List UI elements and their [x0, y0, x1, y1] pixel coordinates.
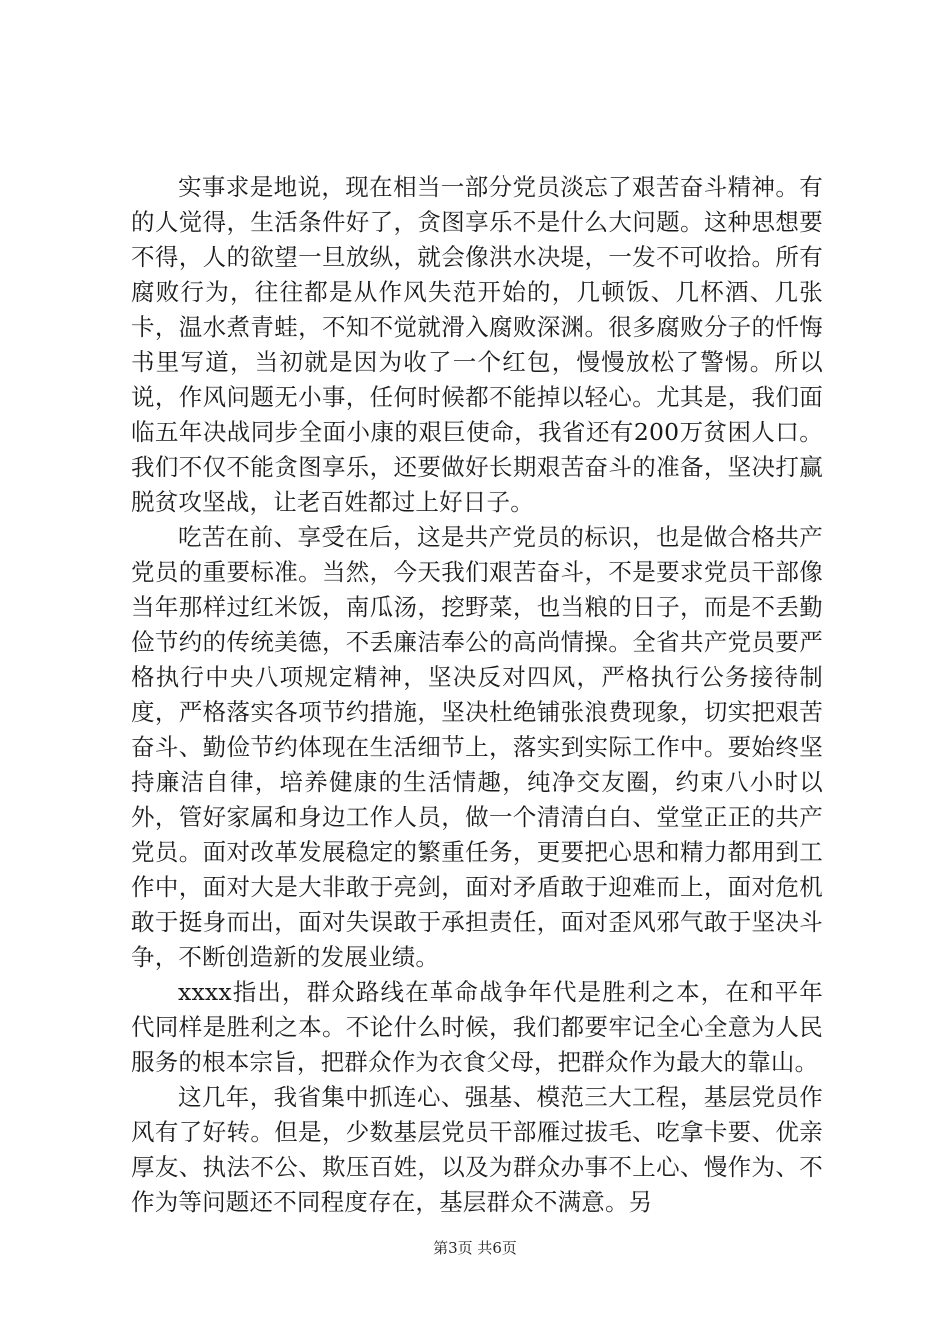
paragraph-4: 这几年，我省集中抓连心、强基、模范三大工程，基层党员作风有了好转。但是，少数基层党员干部雁过拔毛、吃拿卡要、优亲厚友、执法不公、欺压百姓，以及为群众办事不上心、慢作为、不作为等问题还不同程度存在，基层群众不满意。另 — [131, 1083, 823, 1216]
document-body — [131, 170, 823, 1220]
paragraph-1: 实事求是地说，现在相当一部分党员淡忘了艰苦奋斗精神。有的人觉得，生活条件好了，贪图享乐不是什么大问题。这种思想要不得，人的欲望一旦放纵，就会像洪水决堤，一发不可收拾。所有腐败行为，往往都是从作风失范开始的，几顿饭、几杯酒、几张卡，温水煮青蛙，不知不觉就滑入腐败深渊。很多腐败分子的忏悔书里写道，当初就是因为收了一个红包，慢慢放松了警惕。所以说，作风问题无小事，任何时候都不能掉以轻心。尤其是，我们面临五年决战同步全面小康的艰巨使命，我省还有200万贫困人口。我们不仅不能贪图享乐，还要做好长期艰苦奋斗的准备，坚决打赢脱贫攻坚战，让老百姓都过上好日子。 — [131, 173, 823, 516]
paragraph-2: 吃苦在前、享受在后，这是共产党员的标识，也是做合格共产党员的重要标准。当然，今天我们艰苦奋斗，不是要求党员干部像当年那样过红米饭，南瓜汤，挖野菜，也当粮的日子，而是不丢勤俭节约的传统美德，不丢廉洁奉公的高尚情操。全省共产党员要严格执行中央八项规定精神，坚决反对四风，严格执行公务接待制度，严格落实各项节约措施，坚决杜绝铺张浪费现象，切实把艰苦奋斗、勤俭节约体现在生活细节上，落实到实际工作中。要始终坚持廉洁自律，培养健康的生活情趣，纯净交友圈，约束八小时以外，管好家属和身边工作人员，做一个清清白白、堂堂正正的共产党员。面对改革发展稳定的繁重任务，更要把心思和精力都用到工作中，面对大是大非敢于亮剑，面对矛盾敢于迎难而上，面对危机敢于挺身而出，面对失误敢于承担责任，面对歪风邪气敢于坚决斗争，不断创造新的发展业绩。 — [131, 523, 823, 971]
page-footer: 第3页 共6页 — [433, 1239, 517, 1257]
paragraph-3: xxxx指出，群众路线在革命战争年代是胜利之本，在和平年代同样是胜利之本。不论什么时候，我们都要牢记全心全意为人民服务的根本宗旨，把群众作为衣食父母，把群众作为最大的靠山。 — [131, 978, 823, 1076]
